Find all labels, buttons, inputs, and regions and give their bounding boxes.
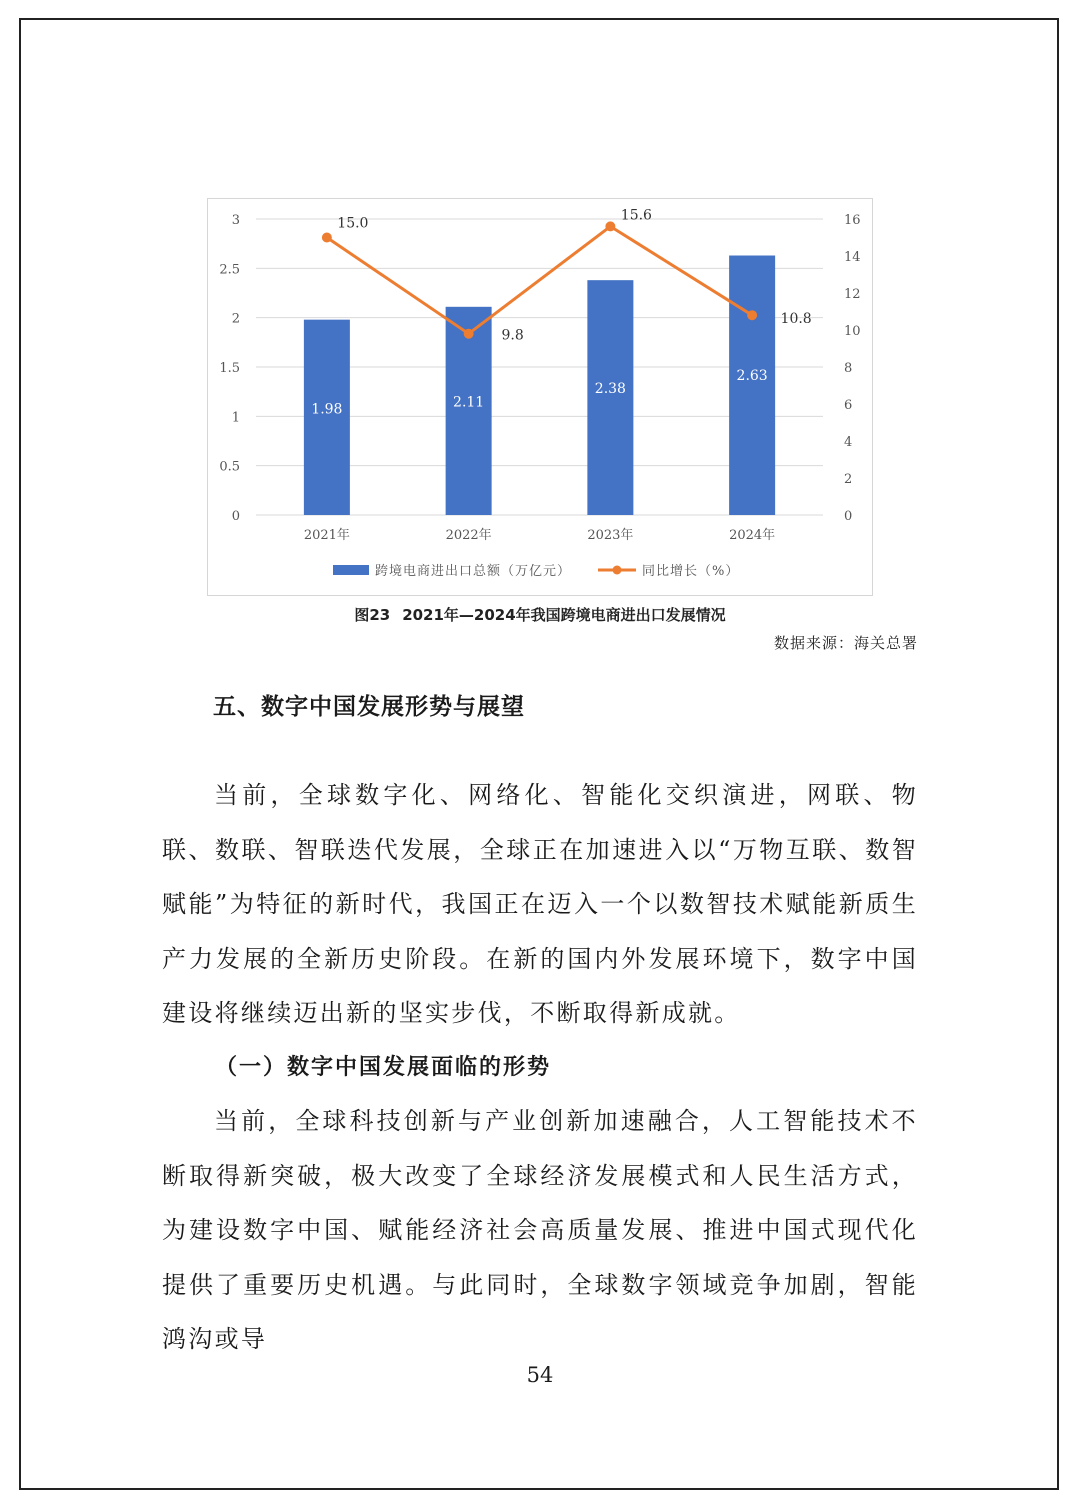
combo-chart (208, 199, 874, 597)
subsection-heading: （一）数字中国发展面临的形势 (215, 1055, 552, 1080)
data-source: 数据来源：海关总署 (773, 634, 918, 652)
legend-bar-label: 跨境电商进出口总额（万亿元） (375, 564, 572, 579)
right-tick-label: 16 (844, 213, 861, 228)
growth-value-label: 9.8 (501, 327, 524, 344)
growth-value-label: 10.8 (780, 311, 812, 328)
left-tick-label: 3 (231, 213, 240, 228)
left-tick-label: 1 (231, 410, 240, 426)
left-tick-label: 2.5 (219, 262, 240, 278)
left-tick-label: 0 (231, 509, 240, 524)
growth-point (464, 329, 474, 339)
growth-value-label: 15.0 (337, 215, 369, 232)
right-tick-label: 4 (844, 435, 853, 450)
chart-container (207, 198, 873, 596)
bar (587, 280, 633, 515)
page-number: 54 (526, 1363, 554, 1387)
figure-number: 图23 (354, 606, 391, 624)
x-tick-label: 2023年 (587, 528, 634, 543)
left-tick-label: 2 (231, 311, 240, 327)
left-tick-label: 0.5 (219, 459, 240, 475)
right-tick-label: 14 (844, 250, 861, 265)
growth-point (322, 233, 332, 243)
growth-value-label: 15.6 (620, 207, 652, 224)
legend-line-label: 同比增长（%） (642, 564, 740, 579)
paragraph-2: 当前，全球科技创新与产业创新加速融合，人工智能技术不断取得新突破，极大改变了全球经济发展模式和人民生活方式，为建设数字中国、赋能经济社会高质量发展、推进中国式现代化提供了重要历史机遇。与此同时，全球数字领域竞争加剧，智能鸿沟或导 (162, 1107, 918, 1353)
right-tick-label: 6 (844, 398, 853, 413)
legend-line-marker (613, 566, 622, 575)
x-tick-label: 2024年 (729, 528, 776, 543)
bar-value-label: 2.11 (453, 394, 485, 411)
bar-value-label: 2.63 (736, 368, 768, 385)
right-tick-label: 12 (844, 287, 861, 302)
x-tick-label: 2022年 (445, 528, 492, 543)
bar-value-label: 1.98 (311, 401, 343, 418)
bar (729, 256, 775, 515)
paragraph-1: 当前，全球数字化、网络化、智能化交织演进，网联、物联、数联、智联迭代发展，全球正在加速进入以“万物互联、数智赋能”为特征的新时代，我国正在迈入一个以数智技术赋能新质生产力发展的全新历史阶段。在新的国内外发展环境下，数字中国建设将继续迈出新的坚实步伐，不断取得新成就。 (162, 781, 918, 1027)
right-tick-label: 10 (844, 324, 861, 339)
figure-title: 2021年—2024年我国跨境电商进出口发展情况 (402, 606, 726, 624)
figure-caption (0, 604, 1080, 625)
left-tick-label: 1.5 (219, 361, 240, 376)
legend-bar-swatch (333, 565, 369, 575)
growth-point (605, 221, 615, 231)
bar-value-label: 2.38 (594, 380, 626, 397)
x-tick-label: 2021年 (303, 528, 350, 543)
section-heading: 五、数字中国发展形势与展望 (213, 694, 525, 720)
growth-point (747, 310, 757, 320)
right-tick-label: 2 (844, 472, 853, 487)
right-tick-label: 0 (844, 509, 853, 524)
right-tick-label: 8 (844, 361, 853, 376)
